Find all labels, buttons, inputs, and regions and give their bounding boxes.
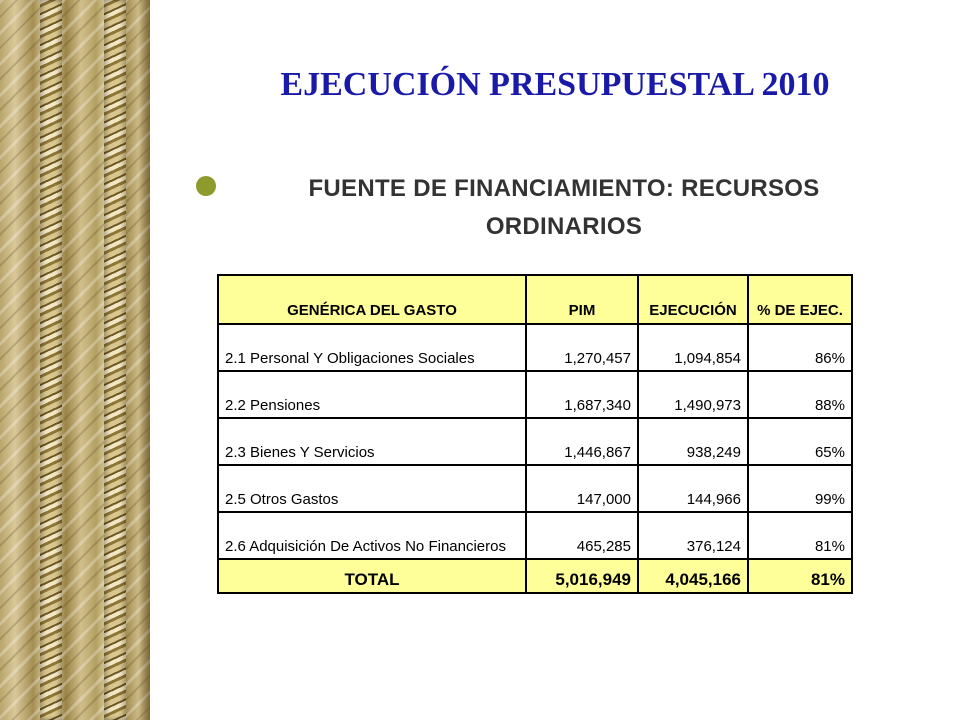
row-pct: 99%	[748, 465, 852, 512]
row-pct: 86%	[748, 324, 852, 371]
row-pim: 1,446,867	[526, 418, 638, 465]
row-pim: 1,270,457	[526, 324, 638, 371]
slide-title: EJECUCIÓN PRESUPUESTAL 2010	[280, 66, 830, 103]
total-pim: 5,016,949	[526, 559, 638, 593]
row-ejecucion: 1,094,854	[638, 324, 748, 371]
header-generica: GENÉRICA DEL GASTO	[218, 275, 526, 324]
total-label: TOTAL	[218, 559, 526, 593]
total-pct: 81%	[748, 559, 852, 593]
row-label: 2.1 Personal Y Obligaciones Sociales	[218, 324, 526, 371]
row-pct: 81%	[748, 512, 852, 559]
sidebar-rope-left	[40, 0, 62, 720]
row-label: 2.3 Bienes Y Servicios	[218, 418, 526, 465]
table-header-row	[218, 275, 852, 324]
sidebar-edge-shadow	[140, 0, 150, 720]
budget-table	[217, 274, 853, 594]
bullet-text: FUENTE DE FINANCIAMIENTO: RECURSOS ORDINARIOS	[308, 175, 820, 240]
table-row	[218, 324, 852, 371]
decorative-gold-sidebar	[0, 0, 150, 720]
row-label: 2.2 Pensiones	[218, 371, 526, 418]
table-row	[218, 465, 852, 512]
row-pim: 1,687,340	[526, 371, 638, 418]
row-ejecucion: 144,966	[638, 465, 748, 512]
bullet-dot-icon	[196, 176, 216, 196]
header-pim: PIM	[526, 275, 638, 324]
sidebar-stripe-pattern	[0, 0, 150, 720]
row-pct: 65%	[748, 418, 852, 465]
row-label: 2.6 Adquisición De Activos No Financieros	[218, 512, 526, 559]
table-row	[218, 418, 852, 465]
total-ejecucion: 4,045,166	[638, 559, 748, 593]
sidebar-rope-right	[104, 0, 126, 720]
table-row	[218, 512, 852, 559]
header-pct: % DE EJEC.	[748, 275, 852, 324]
table-row	[218, 371, 852, 418]
row-label: 2.5 Otros Gastos	[218, 465, 526, 512]
row-ejecucion: 1,490,973	[638, 371, 748, 418]
row-pim: 147,000	[526, 465, 638, 512]
row-ejecucion: 938,249	[638, 418, 748, 465]
row-pim: 465,285	[526, 512, 638, 559]
row-ejecucion: 376,124	[638, 512, 748, 559]
row-pct: 88%	[748, 371, 852, 418]
header-ejecucion: EJECUCIÓN	[638, 275, 748, 324]
table-total-row	[218, 559, 852, 593]
